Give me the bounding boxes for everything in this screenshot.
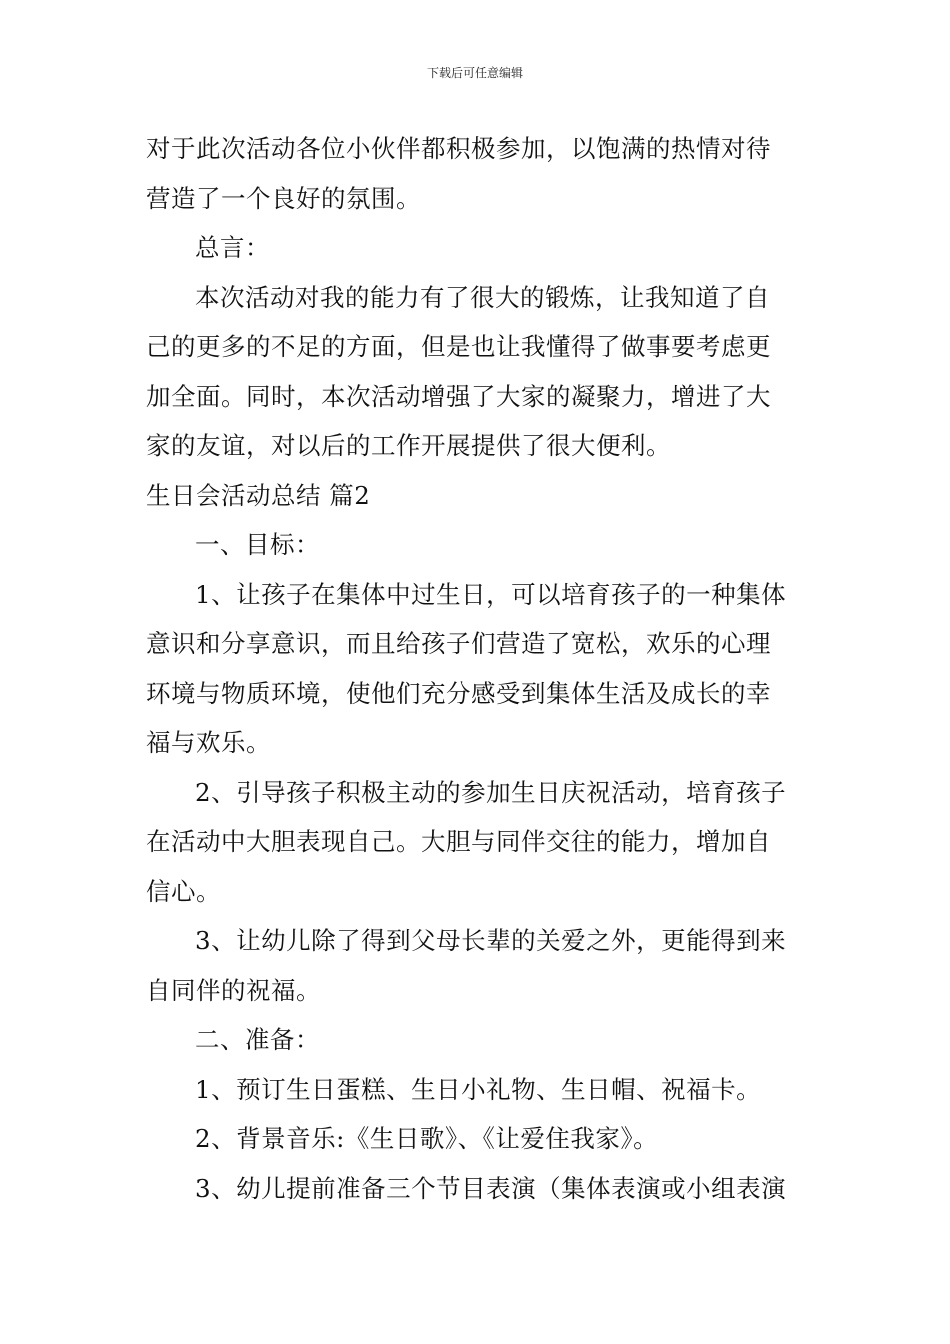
text-line: 意识和分享意识，而且给孩子们营造了宽松，欢乐的心理 xyxy=(146,629,771,658)
text-line: 己的更多的不足的方面，但是也让我懂得了做事要考虑更 xyxy=(146,332,771,361)
text-line: 2、背景音乐:《生日歌》、《让爱住我家》。 xyxy=(195,1124,659,1153)
text-line: 2、引导孩子积极主动的参加生日庆祝活动，培育孩子 xyxy=(195,777,787,807)
text-line: 福与欢乐。 xyxy=(146,728,271,757)
text-line: 营造了一个良好的氛围。 xyxy=(146,183,421,213)
text-line: 环境与物质环境，使他们充分感受到集体生活及成长的幸 xyxy=(146,678,771,708)
page-header: 下载后可任意编辑 xyxy=(426,66,523,80)
text-line: 加全面。同时，本次活动增强了大家的凝聚力，增进了大 xyxy=(146,381,771,411)
text-line: 1、让孩子在集体中过生日，可以培育孩子的一种集体 xyxy=(195,579,787,609)
text-line: 对于此次活动各位小伙伴都积极参加，以饱满的热情对待 xyxy=(146,134,771,163)
document-body xyxy=(146,124,806,1213)
text-line: 在活动中大胆表现自己。大胆与同伴交往的能力，增加自 xyxy=(146,827,771,856)
text-line: 自同伴的祝福。 xyxy=(146,975,321,1005)
text-line: 信心。 xyxy=(146,876,221,906)
section-heading: 总言： xyxy=(195,233,270,262)
text-line: 1、预订生日蛋糕、生日小礼物、生日帽、祝福卡。 xyxy=(195,1074,762,1104)
text-line: 家的友谊，对以后的工作开展提供了很大便利。 xyxy=(146,431,671,460)
text-line: 3、幼儿提前准备三个节目表演（集体表演或小组表演 xyxy=(195,1173,787,1203)
text-line: 3、让幼儿除了得到父母长辈的关爱之外，更能得到来 xyxy=(195,926,787,955)
article-title: 生日会活动总结 篇2 xyxy=(146,480,371,510)
text-line: 本次活动对我的能力有了很大的锻炼，让我知道了自 xyxy=(195,282,770,312)
section-heading: 二、准备： xyxy=(195,1025,320,1054)
section-heading: 一、目标： xyxy=(195,530,320,559)
